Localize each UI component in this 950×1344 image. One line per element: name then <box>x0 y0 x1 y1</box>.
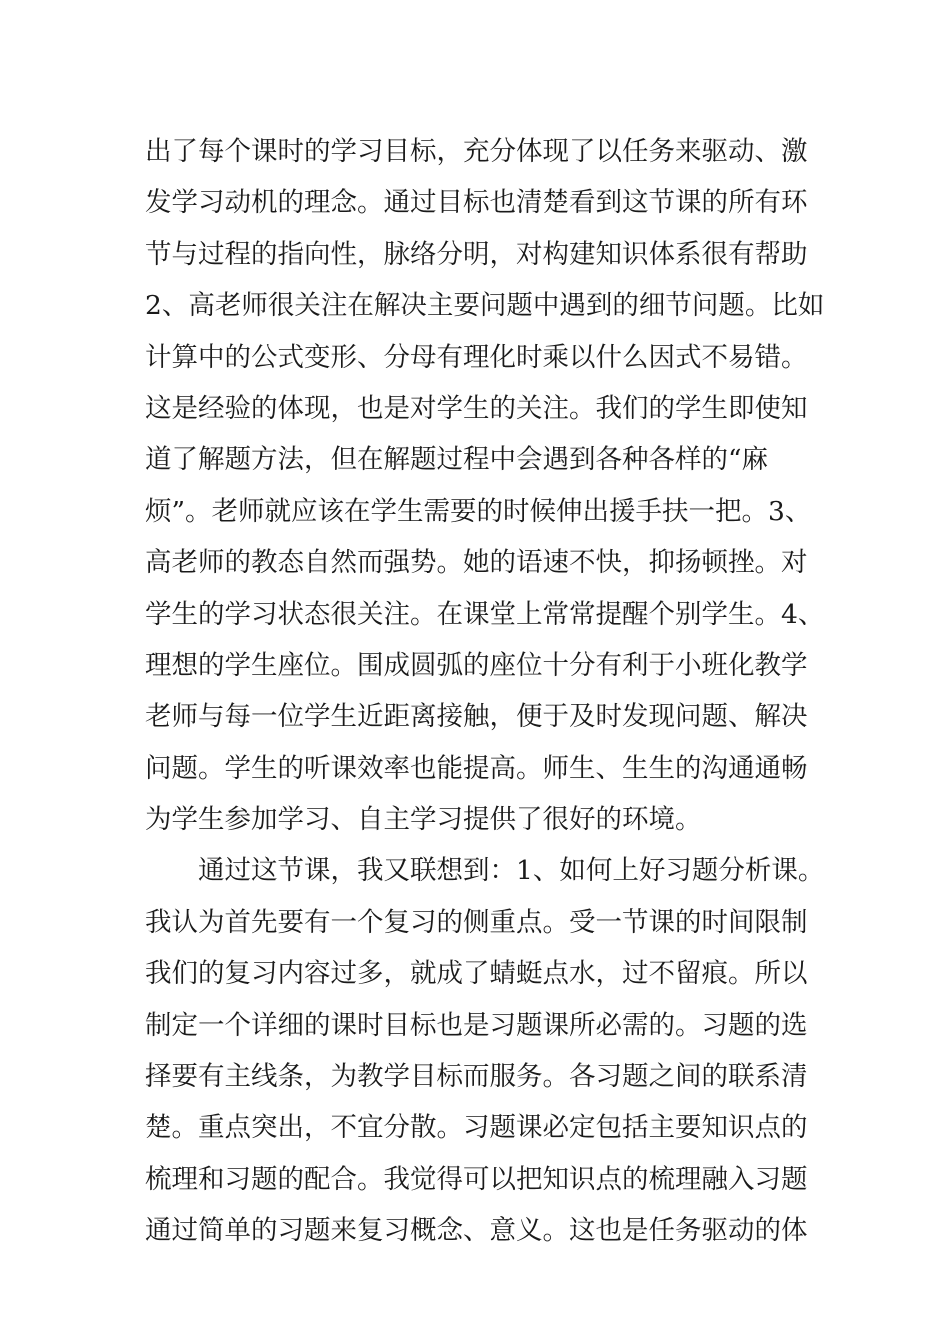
text-line: 道了解题方法，但在解题过程中会遇到各种各样的“麻 <box>145 444 769 476</box>
text-line: 老师与每一位学生近距离接触，便于及时发现问题、解决 <box>145 701 808 733</box>
text-line: 理想的学生座位。围成圆弧的座位十分有利于小班化教学 <box>145 649 808 681</box>
text-line: 梳理和习题的配合。我觉得可以把知识点的梳理融入习题 <box>145 1163 808 1195</box>
text-line: 我认为首先要有一个复习的侧重点。受一节课的时间限制 <box>145 906 808 938</box>
text-line: 这是经验的体现，也是对学生的关注。我们的学生即使知 <box>145 392 808 424</box>
paragraph-2 <box>145 845 825 1256</box>
document-body <box>145 126 825 1257</box>
text-line: 高老师的教态自然而强势。她的语速不快，抑扬顿挫。对 <box>145 547 808 579</box>
text-line: 出了每个课时的学习目标，充分体现了以任务来驱动、激 <box>145 136 808 167</box>
paragraph-1 <box>145 126 825 845</box>
text-line: 节与过程的指向性，脉络分明，对构建知识体系很有帮助 <box>145 238 808 270</box>
text-line: 制定一个详细的课时目标也是习题课所必需的。习题的选 <box>145 1009 808 1041</box>
text-line: 发学习动机的理念。通过目标也清楚看到这节课的所有环 <box>145 187 808 219</box>
text-line: 2、高老师很关注在解决主要问题中遇到的细节问题。比如 <box>145 290 825 322</box>
text-line: 学生的学习状态很关注。在课堂上常常提醒个别学生。4、 <box>145 598 825 630</box>
text-line: 烦”。老师就应该在学生需要的时候伸出援手扶一把。3、 <box>145 495 812 527</box>
text-line: 通过简单的习题来复习概念、意义。这也是任务驱动的体 <box>145 1215 808 1247</box>
text-line: 楚。重点突出，不宜分散。习题课必定包括主要知识点的 <box>145 1112 808 1144</box>
text-line: 问题。学生的听课效率也能提高。师生、生生的沟通通畅 <box>145 752 808 784</box>
text-line: 我们的复习内容过多，就成了蜻蜓点水，过不留痕。所以 <box>145 958 808 990</box>
text-line: 计算中的公式变形、分母有理化时乘以什么因式不易错。 <box>145 341 808 373</box>
text-line: 择要有主线条，为教学目标而服务。各习题之间的联系清 <box>145 1061 808 1093</box>
text-line-first: 通过这节课，我又联想到：1、如何上好习题分析课。 <box>198 855 825 887</box>
text-line: 为学生参加学习、自主学习提供了很好的环境。 <box>145 804 702 836</box>
